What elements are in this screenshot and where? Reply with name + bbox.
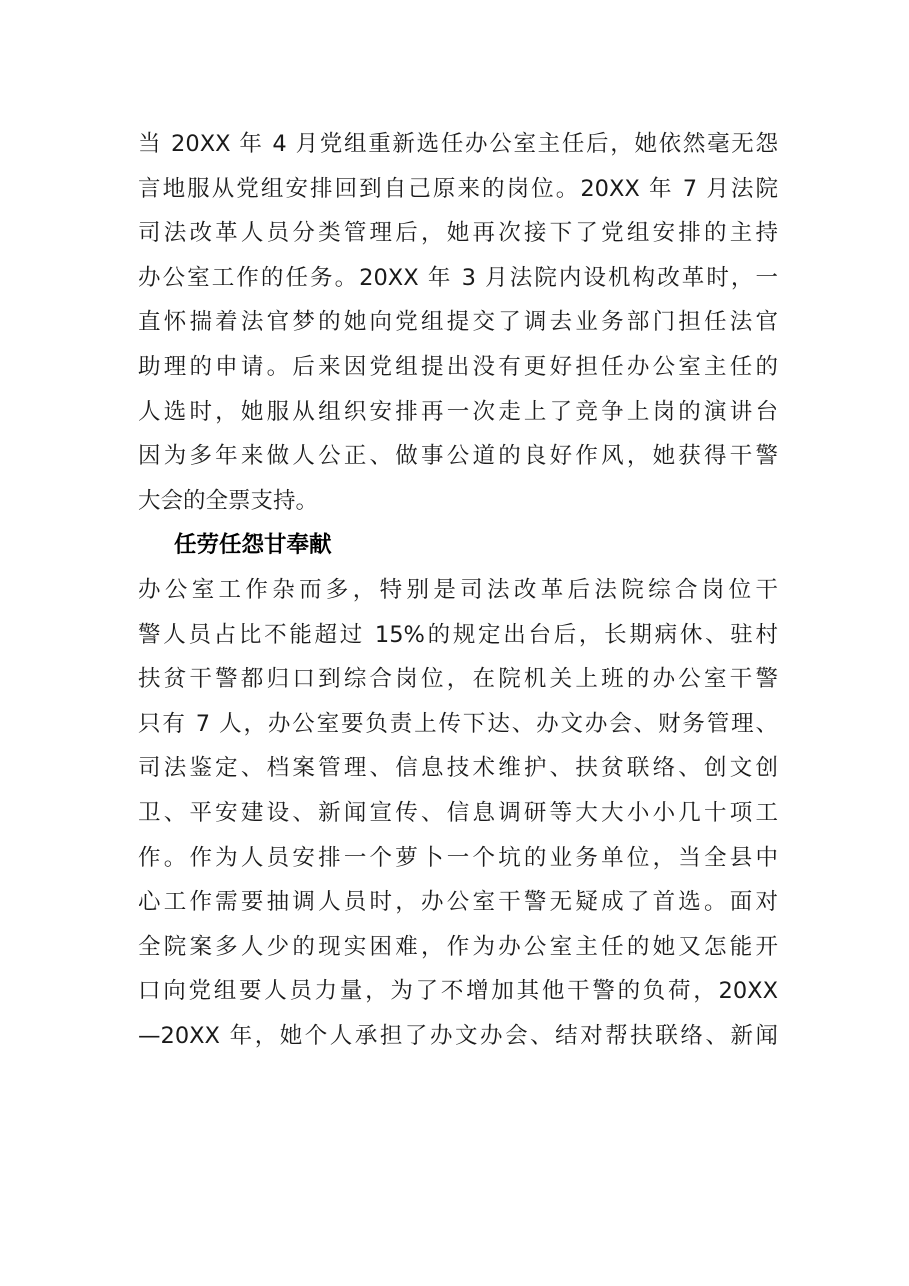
text-line: 直怀揣着法官梦的她向党组提交了调去业务部门担任法官 [138, 309, 778, 336]
text-line: 当 20XX 年 4 月党组重新选任办公室主任后，她依然毫无怨 [138, 131, 778, 157]
text-line: 扶贫干警都归口到综合岗位，在院机关上班的办公室干警 [138, 666, 778, 693]
text-line: 办公室工作杂而多，特别是司法改革后法院综合岗位干 [138, 576, 778, 603]
text-line: 心工作需要抽调人员时，办公室干警无疑成了首选。面对 [138, 889, 778, 916]
paragraph-1 [138, 122, 778, 523]
text-line: 作。作为人员安排一个萝卜一个坑的业务单位，当全县中 [138, 844, 778, 871]
text-line: 人选时，她服从组织安排再一次走上了竞争上岗的演讲台 [138, 398, 778, 425]
text-line: 司法改革人员分类管理后，她再次接下了党组安排的主持 [138, 220, 778, 247]
text-line: 只有 7 人，办公室要负责上传下达、办文办会、财务管理、 [138, 710, 778, 737]
text-line: 卫、平安建设、新闻宣传、信息调研等大大小小几十项工 [138, 799, 778, 826]
text-line: —20XX 年，她个人承担了办文办会、结对帮扶联络、新闻 [138, 1022, 778, 1049]
section-heading: 任劳任怨甘奉献 [174, 532, 332, 559]
text-line: 口向党组要人员力量，为了不增加其他干警的负荷，20XX [138, 978, 778, 1005]
text-line: 全院案多人少的现实困难，作为办公室主任的她又怎能开 [138, 933, 778, 960]
text-line: 因为多年来做人公正、做事公道的良好作风，她获得干警 [138, 443, 778, 470]
text-line: 言地服从党组安排回到自己原来的岗位。20XX 年 7 月法院 [138, 175, 778, 202]
text-line: 大会的全票支持。 [138, 487, 319, 514]
paragraph-2 [138, 568, 778, 1059]
text-line: 警人员占比不能超过 15%的规定出台后，长期病休、驻村 [138, 621, 778, 648]
document-body [138, 122, 778, 1058]
text-line: 办公室工作的任务。20XX 年 3 月法院内设机构改革时，一 [138, 264, 778, 291]
text-line: 司法鉴定、档案管理、信息技术维护、扶贫联络、创文创 [138, 755, 778, 782]
text-line: 助理的申请。后来因党组提出没有更好担任办公室主任的 [138, 353, 778, 380]
